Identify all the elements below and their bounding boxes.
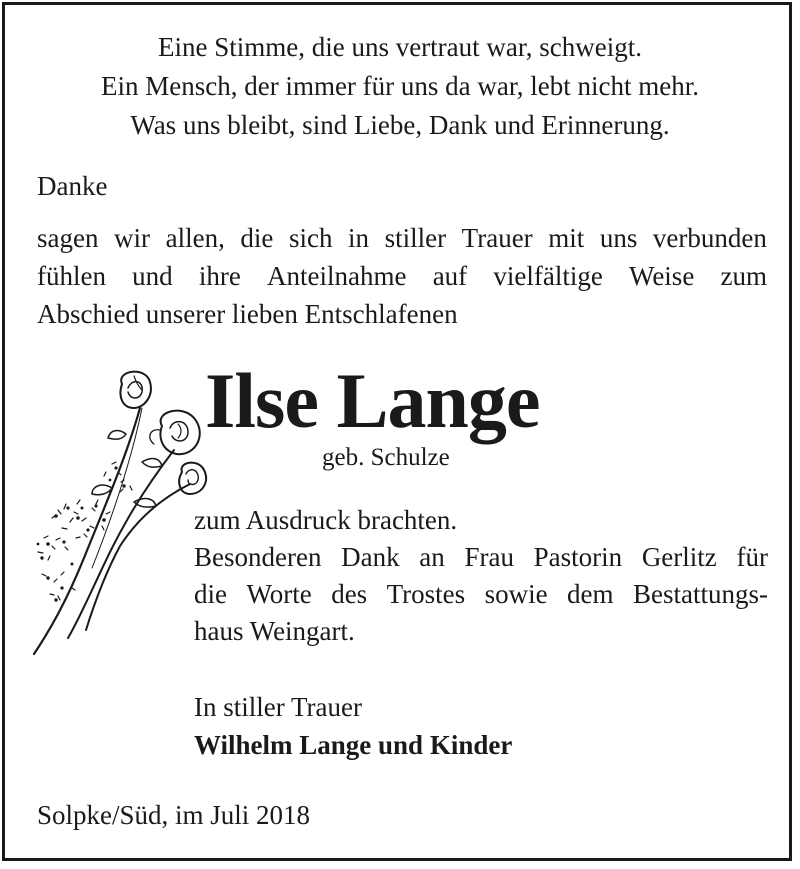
place-date: Solpke/Süd, im Juli 2018 [37,800,311,830]
word: allen, [165,223,225,253]
word: für [736,542,768,572]
word: zum [720,261,767,291]
word: Frau [464,542,514,572]
word: sagen [37,223,99,253]
word: wir [114,223,151,253]
word: fühlen [37,261,106,291]
verse-line: Ein Mensch, der immer für uns da war, lebt nicht mehr. [100,71,699,101]
word: Anteilnahme [267,261,407,291]
word: des [331,579,368,609]
body-line: zum Ausdruck brachten. [194,505,458,535]
word: Bestattungs- [632,579,768,609]
word: vielfältige [493,261,603,291]
mourning-block [194,688,512,764]
word: Worte [246,579,312,609]
word: Dank [341,542,400,572]
word: und [132,261,173,291]
intro-line [37,257,767,295]
word: Weise [629,261,695,291]
word: uns [599,223,638,253]
intro-line: Abschied unserer lieben Entschlafenen [37,299,458,329]
signers: Wilhelm Lange und Kinder [194,730,513,760]
body-line [194,539,768,576]
memorial-verse [0,28,800,145]
word: in [348,223,370,253]
word: verbunden [652,223,767,253]
word: Pastorin [533,542,623,572]
word: die [194,579,227,609]
word: mit [548,223,585,253]
verse-line: Eine Stimme, die uns vertraut war, schweigt. [157,32,643,62]
word: ihre [198,261,241,291]
roses-drawing-icon [22,368,222,658]
thanks-intro [37,219,767,333]
word: auf [432,261,468,291]
word: stiller [384,223,447,253]
body-line [194,576,768,613]
mourning-phrase: In stiller Trauer [194,692,362,722]
deceased-name: Ilse Lange [205,357,540,444]
word: dem [567,579,614,609]
word: Gerlitz [641,542,717,572]
body-line: haus Weingart. [194,616,355,646]
maiden-name: geb. Schulze [322,444,450,471]
word: an [419,542,445,572]
word: Besonderen [194,542,322,572]
word: die [240,223,274,253]
word: sich [288,223,333,253]
intro-line [37,219,767,257]
thanks-body [194,502,768,650]
word: Trauer [461,223,533,253]
verse-line: Was uns bleibt, sind Liebe, Dank und Erinnerung. [130,110,670,140]
word: sowie [484,579,548,609]
thanks-heading: Danke [37,171,108,201]
word: Trostes [386,579,466,609]
